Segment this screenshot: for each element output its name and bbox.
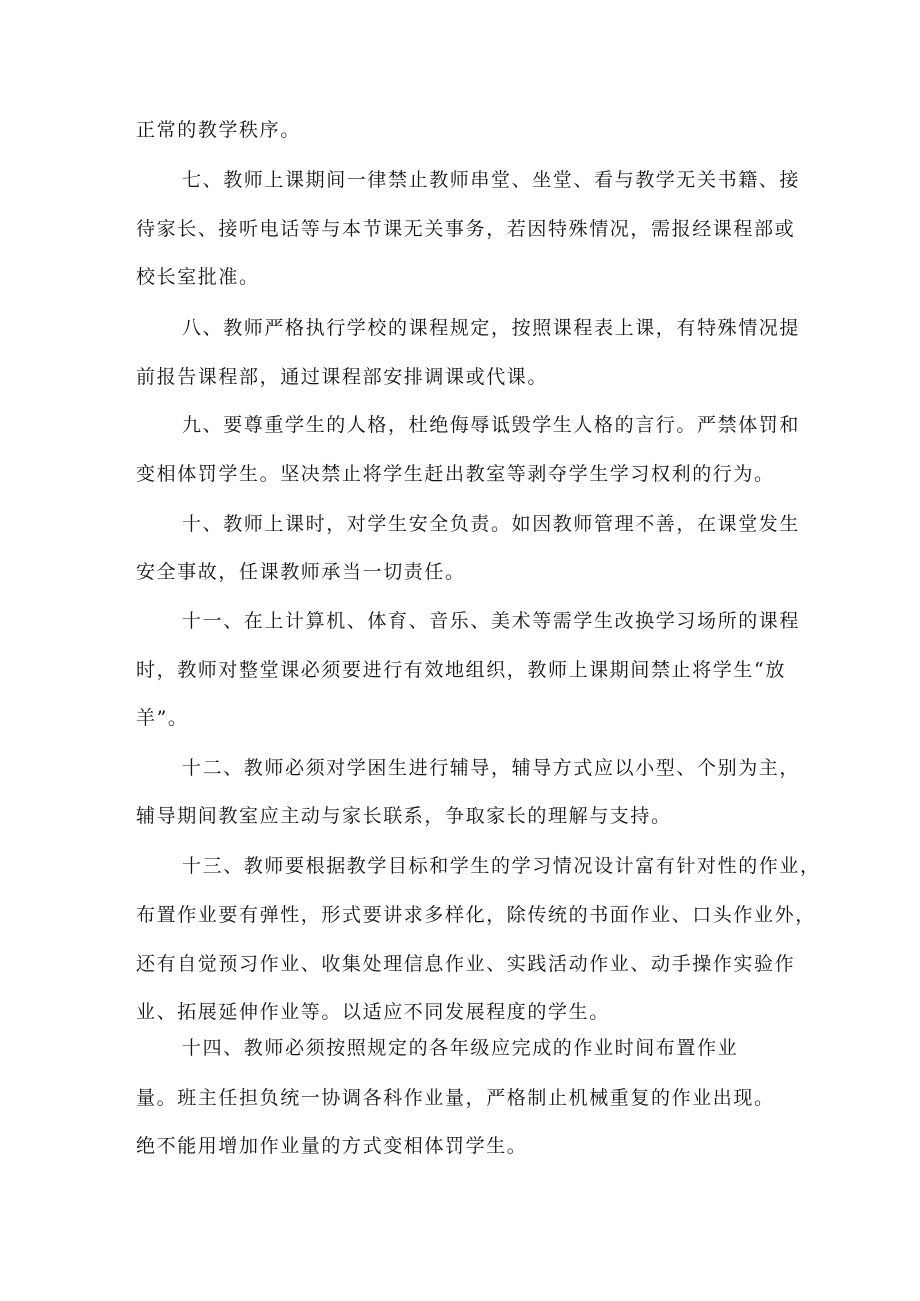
text-line: 前报告课程部，通过课程部安排调课或代课。 [136,366,549,388]
text-line: 量。班主任担负统一协调各科作业量，严格制止机械重复的作业出现。 [136,1087,775,1109]
text-line: 变相体罚学生。坚决禁止将学生赶出教室等剥夺学生学习权利的行为。 [136,463,775,485]
text-line: 十、教师上课时，对学生安全负责。如因教师管理不善，在课堂发生 [182,513,801,535]
text-line: 校长室批准。 [136,266,260,288]
text-line: 业、拓展延伸作业等。以适应不同发展程度的学生。 [136,1001,610,1023]
text-line: 十三、教师要根据教学目标和学生的学习情况设计富有针对性的作业， [182,855,821,877]
text-line: 十四、教师必须按照规定的各年级应完成的作业时间布置作业 [182,1037,739,1059]
text-line: 九、要尊重学生的人格，杜绝侮辱诋毁学生人格的言行。严禁体罚和 [182,414,801,436]
text-line: 布置作业要有弹性，形式要讲求多样化，除传统的书面作业、口头作业外， [136,904,816,926]
text-line: 绝不能用增加作业量的方式变相体罚学生。 [136,1135,528,1157]
text-line: 八、教师严格执行学校的课程规定，按照课程表上课，有特殊情况提 [182,317,801,339]
text-line: 时，教师对整堂课必须要进行有效地组织，教师上课期间禁止将学生“放 [136,659,786,681]
text-line: 七、教师上课期间一律禁止教师串堂、坐堂、看与教学无关书籍、接 [182,169,801,191]
text-line: 十一、在上计算机、体育、音乐、美术等需学生改换学习场所的课程 [182,610,801,632]
text-line: 安全事故，任课教师承当一切责任。 [136,561,466,583]
text-line: 羊”。 [136,707,189,729]
text-line: 十二、教师必须对学困生进行辅导，辅导方式应以小型、个别为主， [182,757,801,779]
text-line: 还有自觉预习作业、收集处理信息作业、实践活动作业、动手操作实验作 [136,953,796,975]
text-line: 待家长、接听电话等与本节课无关事务，若因特殊情况，需报经课程部或 [136,218,796,240]
text-line: 辅导期间教室应主动与家长联系，争取家长的理解与支持。 [136,805,672,827]
text-line: 正常的教学秩序。 [136,119,301,141]
